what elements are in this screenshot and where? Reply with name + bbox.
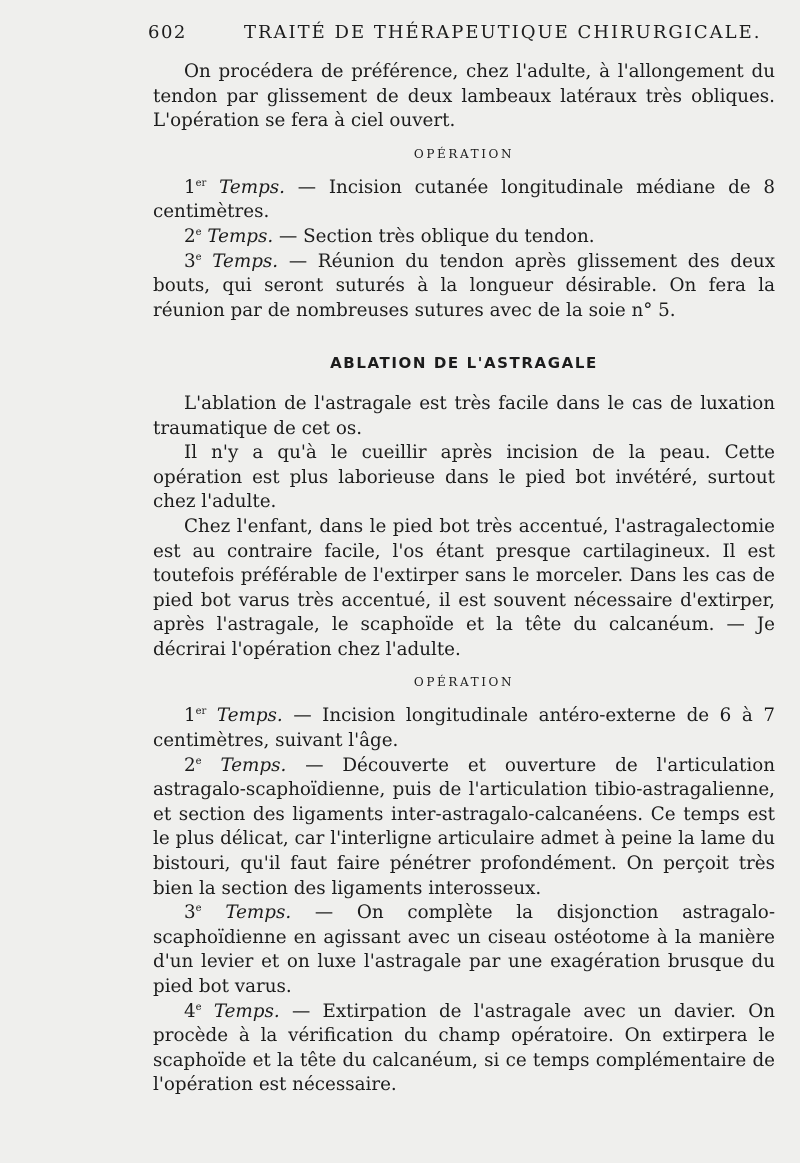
op2-step-4: 4e Temps. — Extirpation de l'astragale avec un davier. On procède à la vérification du champ opératoire. On extirpera le scaphoïde et la tête du calcanéum, si ce temps complémentaire de l'opération est nécessaire.: [153, 1000, 775, 1096]
op1-step-2: 2e Temps. — Section très oblique du tendon.: [184, 225, 595, 247]
op2-step-3: 3e Temps. — On complète la disjonction astragalo-scaphoïdienne en agissant avec un ciseau ostéotome à la manière d'un levier et on luxe l'astragale par une exagération brusque du pied bot varus.: [153, 902, 775, 997]
page-body: [153, 60, 775, 1098]
op1-step-3: 3e Temps. — Réunion du tendon après glissement des deux bouts, qui seront suturés à la longueur désirable. On fera la réunion par de nombreuses sutures avec de la soie n° 5.: [153, 250, 776, 321]
running-header: [148, 22, 788, 50]
running-title: TRAITÉ DE THÉRAPEUTIQUE CHIRURGICALE.: [244, 22, 762, 43]
section-paragraph-3: Chez l'enfant, dans le pied bot très accentué, l'astragalectomie est au contraire facile, l'os étant presque cartilagineux. Il est toutefois préférable de l'extirper sans le morceler. Dans les cas de pied bot varus très accentué, il est souvent nécessaire d'extirper, après l'astragale, le scaphoïde et la tête du calcanéum. — Je décrirai l'opération chez l'adulte.: [153, 515, 775, 660]
op1-step-1: 1er Temps. — Incision cutanée longitudinale médiane de 8 centimètres.: [153, 176, 776, 223]
op2-step-2: 2e Temps. — Découverte et ouverture de l'articulation astragalo-scaphoïdienne, puis de l'articulation tibio-astragalienne, et section des ligaments inter-astragalo-calcanéens. Ce temps est le plus délicat, car l'interligne articulaire admet à peine la lame du bistouri, qu'il faut faire pénétrer profondément. On perçoit très bien la section des ligaments interosseux.: [153, 754, 775, 899]
section-paragraph-2: Il n'y a qu'à le cueillir après incision de la peau. Cette opération est plus laborieuse dans le pied bot invétéré, surtout chez l'adulte.: [153, 442, 775, 513]
intro-paragraph: On procédera de préférence, chez l'adulte, à l'allongement du tendon par glissement de deux lambeaux latéraux très obliques. L'opération se fera à ciel ouvert.: [153, 61, 775, 132]
op2-step-1: 1er Temps. — Incision longitudinale antéro-externe de 6 à 7 centimètres, suivant l'âge.: [153, 705, 775, 752]
page-number: 602: [148, 22, 187, 43]
section-paragraph-1: L'ablation de l'astragale est très facile dans le cas de luxation traumatique de cet os.: [153, 392, 775, 439]
operation-label-1: OPÉRATION: [413, 146, 515, 161]
section-title: ABLATION DE L'ASTRAGALE: [330, 354, 598, 373]
operation-label-2: OPÉRATION: [413, 675, 515, 690]
